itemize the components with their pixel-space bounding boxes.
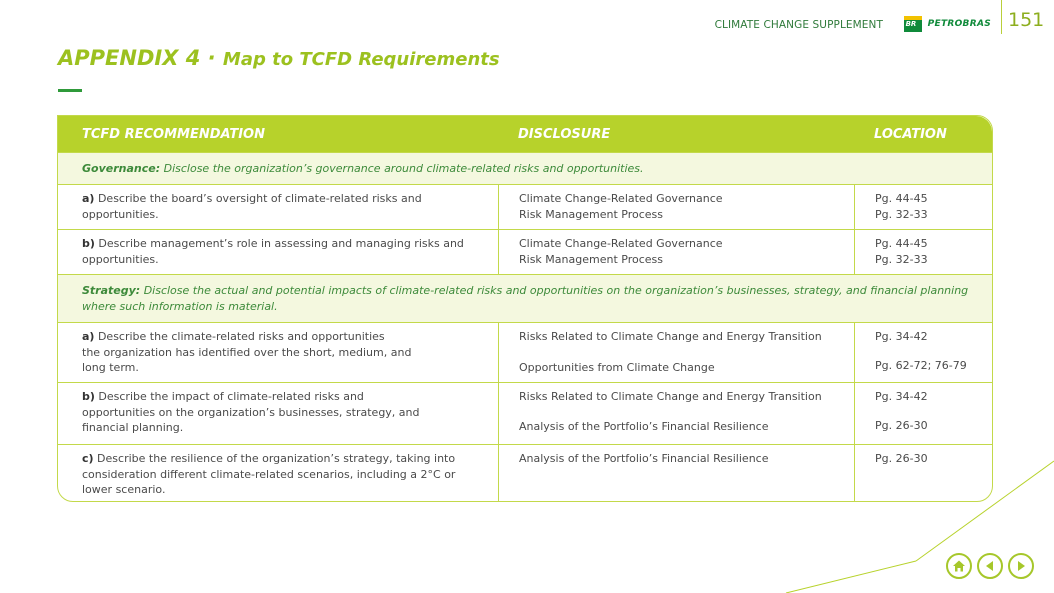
arrow-right-icon [1015, 560, 1027, 572]
disclosure-text: Climate Change-Related Governance [519, 237, 723, 250]
header-location: LOCATION [874, 127, 947, 142]
location-text: Pg. 34-42 [875, 330, 928, 343]
rec-text: opportunities on the organization’s businesses, strategy, and [82, 405, 420, 419]
disclosure-text: Opportunities from Climate Change [519, 360, 715, 374]
rec-text: lower scenario. [82, 483, 166, 496]
disclosure-text: Analysis of the Portfolio’s Financial Resilience [519, 419, 769, 433]
section-text: Disclose the actual and potential impacts of climate-related risks and opportunities on the organization’s businesses, strategy, and financial planning [140, 284, 969, 297]
location-text: Pg. 26-30 [875, 452, 928, 465]
rec-text: opportunities. [82, 252, 159, 266]
title-main: APPENDIX 4 · [58, 46, 223, 70]
row-letter: b) [82, 237, 95, 250]
location-text: Pg. 34-42 [875, 390, 928, 403]
location-text: Pg. 26-30 [875, 418, 928, 432]
rec-text: Describe the impact of climate-related risks and [94, 390, 364, 403]
section-label: Strategy: [82, 284, 141, 297]
page-navigation [946, 553, 1034, 579]
rec-text: consideration different climate-related scenarios, including a 2°C or [82, 467, 456, 481]
arrow-left-icon [984, 560, 996, 572]
supplement-title: CLIMATE CHANGE SUPPLEMENT [714, 19, 883, 31]
location-text: Pg. 44-45 [875, 192, 928, 205]
logo-badge-text: BR [905, 20, 917, 28]
logo-text: PETROBRAS [927, 19, 991, 29]
row-letter: b) [82, 390, 95, 403]
next-page-button[interactable] [1008, 553, 1034, 579]
row-letter: a) [82, 330, 95, 343]
section-text: Disclose the organization’s governance around climate-related risks and opportunities. [160, 162, 644, 175]
disclosure-text: Risks Related to Climate Change and Energy Transition [519, 330, 822, 343]
section-text: where such information is material. [82, 299, 278, 313]
title-sub: Map to TCFD Requirements [222, 49, 500, 70]
section-label: Governance: [82, 162, 161, 175]
location-text: Pg. 32-33 [875, 207, 928, 221]
rec-text: long term. [82, 361, 139, 374]
home-icon [952, 559, 966, 573]
disclosure-text: Risk Management Process [519, 207, 663, 221]
header-recommendation: TCFD RECOMMENDATION [82, 127, 265, 142]
rec-text: the organization has identified over the short, medium, and [82, 345, 412, 359]
disclosure-text: Risk Management Process [519, 252, 663, 266]
deco-line-lower [786, 561, 916, 593]
location-text: Pg. 44-45 [875, 237, 928, 250]
previous-page-button[interactable] [977, 553, 1003, 579]
rec-text: financial planning. [82, 421, 184, 434]
row-letter: c) [82, 452, 94, 465]
rec-text: Describe the resilience of the organization’s strategy, taking into [93, 452, 456, 465]
header-disclosure: DISCLOSURE [518, 127, 611, 142]
deco-line-diagonal [916, 461, 1054, 561]
location-text: Pg. 62-72; 76-79 [875, 358, 967, 372]
rec-text: opportunities. [82, 207, 159, 221]
page-number: 151 [1008, 9, 1045, 31]
rec-text: Describe the board’s oversight of climate-related risks and [94, 192, 422, 205]
row-letter: a) [82, 192, 95, 205]
rec-text: Describe management’s role in assessing and managing risks and [94, 237, 464, 250]
home-button[interactable] [946, 553, 972, 579]
location-text: Pg. 32-33 [875, 252, 928, 266]
rec-text: Describe the climate-related risks and opportunities [94, 330, 385, 343]
disclosure-text: Risks Related to Climate Change and Energy Transition [519, 390, 822, 403]
disclosure-text: Climate Change-Related Governance [519, 192, 723, 205]
disclosure-text: Analysis of the Portfolio’s Financial Resilience [519, 452, 769, 465]
